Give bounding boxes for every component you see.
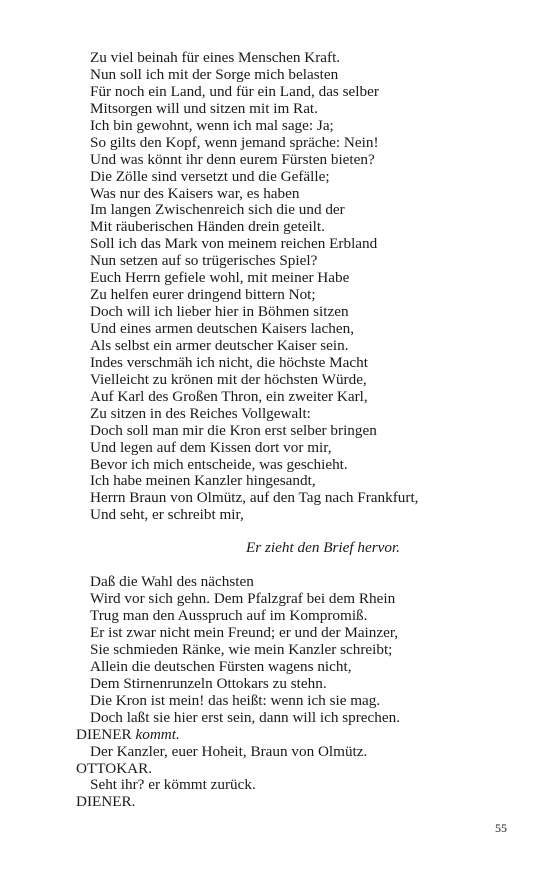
verse-line: Zu helfen eurer dringend bittern Not;: [90, 286, 316, 304]
verse-line: Ich habe meinen Kanzler hingesandt,: [90, 472, 316, 490]
verse-line: Auf Karl des Großen Thron, ein zweiter Karl,: [90, 387, 368, 405]
verse-line: Wird vor sich gehn. Dem Pfalzgraf bei dem Rhein: [90, 590, 396, 608]
verse-line: Was nur des Kaisers war, es haben: [90, 184, 300, 202]
verse-line: Im langen Zwischenreich sich die und der: [90, 201, 345, 219]
verse-line: Sie schmieden Ränke, wie mein Kanzler schreibt;: [90, 640, 393, 658]
speaker-line-diener: [76, 727, 536, 744]
verse-line: Bevor ich mich entscheide, was geschieht.: [90, 455, 348, 473]
verse-line: Nun soll ich mit der Sorge mich belasten: [90, 65, 339, 83]
stage-direction: Er zieht den Brief hervor.: [246, 539, 400, 557]
page-number: 55: [495, 821, 507, 835]
verse-line: Als selbst ein armer deutscher Kaiser sein.: [90, 336, 349, 354]
verse-line: Seht ihr? er kömmt zurück.: [90, 776, 256, 794]
verse-line: Euch Herrn gefiele wohl, mit meiner Habe: [90, 269, 350, 287]
verse-line: Dem Stirnenrunzeln Ottokars zu stehn.: [90, 674, 327, 692]
verse-line: Doch will ich lieber hier in Böhmen sitzen: [90, 303, 349, 321]
speaker-direction: kommt.: [135, 725, 180, 743]
verse-line: So gilts den Kopf, wenn jemand spräche: Nein!: [90, 133, 379, 151]
verse-line: Die Zölle sind versetzt und die Gefälle;: [90, 167, 330, 185]
verse-line: Und seht, er schreibt mir,: [90, 506, 244, 524]
speaker-name: DIENER: [76, 725, 132, 743]
verse-line: Doch soll man mir die Kron erst selber bringen: [90, 421, 377, 439]
verse-line: Für noch ein Land, und für ein Land, das selber: [90, 82, 379, 100]
verse-line: Vielleicht zu krönen mit der höchsten Würde,: [90, 370, 367, 388]
verse-line: Doch laßt sie hier erst sein, dann will ich sprechen.: [90, 708, 400, 726]
verse-line: Nun setzen auf so trügerisches Spiel?: [90, 252, 318, 270]
drama-text: [76, 50, 536, 811]
verse-line: Mitsorgen will und sitzen mit im Rat.: [90, 99, 318, 117]
speaker-line-ottokar: [76, 761, 536, 778]
verse-line: Die Kron ist mein! das heißt: wenn ich sie mag.: [90, 691, 381, 709]
verse-line: Der Kanzler, euer Hoheit, Braun von Olmütz.: [90, 742, 368, 760]
verse-line: Er ist zwar nicht mein Freund; er und der Mainzer,: [90, 624, 399, 641]
verse-line: Trug man den Ausspruch auf im Kompromiß.: [90, 607, 368, 625]
verse-line: Allein die deutschen Fürsten wagens nicht,: [90, 657, 352, 675]
speaker-name: OTTOKAR.: [76, 759, 153, 777]
verse-line: Ich bin gewohnt, wenn ich mal sage: Ja;: [90, 116, 334, 134]
verse-line: Und was könnt ihr denn eurem Fürsten bieten?: [90, 150, 375, 168]
verse-line: Daß die Wahl des nächsten: [90, 573, 254, 591]
verse-block-2: [76, 574, 536, 726]
verse-line: Indes verschmäh ich nicht, die höchste Macht: [90, 353, 368, 371]
verse-line: Zu sitzen in des Reiches Vollgewalt:: [90, 404, 311, 422]
speaker-name: DIENER.: [76, 793, 136, 811]
verse-line: Zu viel beinah für eines Menschen Kraft.: [90, 49, 341, 66]
verse-line: Soll ich das Mark von meinem reichen Erbland: [90, 235, 378, 253]
speaker-line-diener: [76, 794, 536, 811]
verse-line: Und legen auf dem Kissen dort vor mir,: [90, 438, 332, 456]
verse-line: Und eines armen deutschen Kaisers lachen,: [90, 320, 354, 337]
verse-line: Mit räuberischen Händen drein geteilt.: [90, 218, 325, 236]
verse-line: Herrn Braun von Olmütz, auf den Tag nach Frankfurt,: [90, 489, 419, 507]
verse-block-1: [76, 50, 536, 524]
